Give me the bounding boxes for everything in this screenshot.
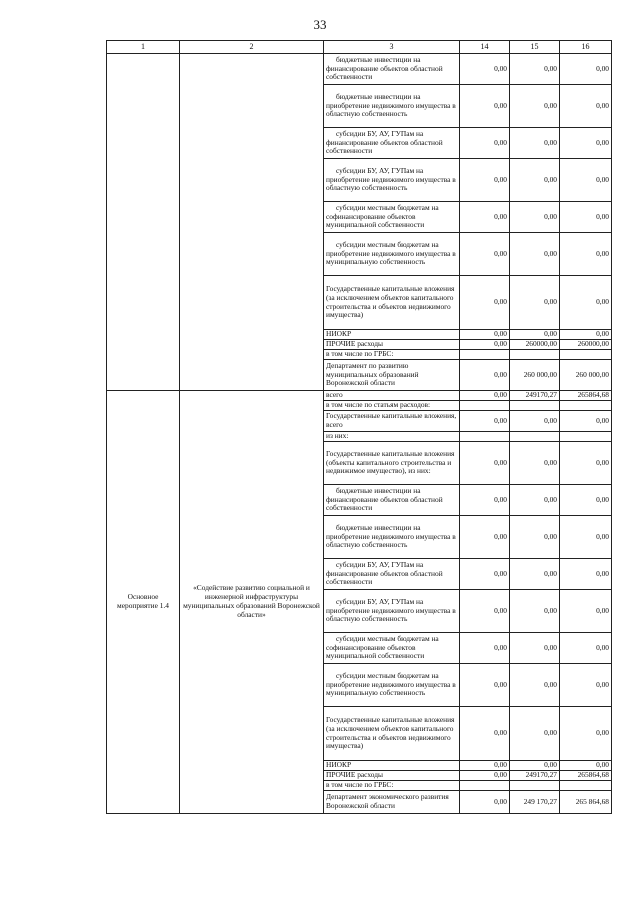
value-col-16: 0,00 [560, 516, 612, 559]
value-col-14: 0,00 [460, 761, 510, 771]
value-col-14 [460, 781, 510, 791]
value-col-14: 0,00 [460, 276, 510, 330]
value-col-15: 0,00 [510, 202, 560, 233]
value-col-15: 0,00 [510, 707, 560, 761]
expense-label: субсидии местным бюджетам на софинансирование объектов муниципальной собственности [324, 202, 460, 233]
value-col-15: 249 170,27 [510, 791, 560, 814]
value-col-16: 0,00 [560, 633, 612, 664]
value-col-15: 0,00 [510, 664, 560, 707]
value-col-16: 0,00 [560, 442, 612, 485]
value-col-15: 0,00 [510, 559, 560, 590]
value-col-16: 0,00 [560, 590, 612, 633]
value-col-14: 0,00 [460, 330, 510, 340]
value-col-16: 0,00 [560, 202, 612, 233]
value-col-15: 0,00 [510, 516, 560, 559]
value-col-16 [560, 781, 612, 791]
value-col-15: 0,00 [510, 330, 560, 340]
value-col-15: 0,00 [510, 485, 560, 516]
value-col-16: 260 000,00 [560, 360, 612, 391]
col-header-16: 16 [560, 41, 612, 54]
value-col-15: 0,00 [510, 276, 560, 330]
col-header-1: 1 [107, 41, 180, 54]
value-col-16: 265864,68 [560, 391, 612, 401]
value-col-14: 0,00 [460, 485, 510, 516]
value-col-14: 0,00 [460, 707, 510, 761]
value-col-15: 249170,27 [510, 391, 560, 401]
page-number: 33 [313, 17, 327, 32]
program-title-cell [180, 54, 324, 391]
col-header-2: 2 [180, 41, 324, 54]
expense-label: ПРОЧИЕ расходы [324, 340, 460, 350]
expense-label: бюджетные инвестиции на финансирование объектов областной собственности [324, 485, 460, 516]
value-col-14 [460, 432, 510, 442]
value-col-16 [560, 401, 612, 411]
value-col-14: 0,00 [460, 633, 510, 664]
expense-label: в том числе по ГРБС: [324, 781, 460, 791]
value-col-16: 0,00 [560, 128, 612, 159]
value-col-16: 0,00 [560, 761, 612, 771]
expense-label: бюджетные инвестиции на приобретение недвижимого имущества в областную собственность [324, 516, 460, 559]
value-col-16: 265 864,68 [560, 791, 612, 814]
expense-label: субсидии БУ, АУ, ГУПам на финансирование объектов областной собственности [324, 559, 460, 590]
value-col-15: 0,00 [510, 633, 560, 664]
value-col-14: 0,00 [460, 559, 510, 590]
value-col-14: 0,00 [460, 664, 510, 707]
expense-label: всего [324, 391, 460, 401]
budget-table [106, 40, 612, 814]
value-col-16: 0,00 [560, 85, 612, 128]
value-col-16: 0,00 [560, 559, 612, 590]
value-col-15: 0,00 [510, 590, 560, 633]
expense-label: бюджетные инвестиции на финансирование объектов областной собственности [324, 54, 460, 85]
expense-label: субсидии местным бюджетам на приобретение недвижимого имущества в муниципальную собственность [324, 664, 460, 707]
expense-label: из них: [324, 432, 460, 442]
expense-label: Государственные капитальные вложения (за исключением объектов капитального строительства и объектов недвижимого имущества) [324, 276, 460, 330]
program-code-cell: Основное мероприятие 1.4 [107, 391, 180, 814]
value-col-16 [560, 432, 612, 442]
value-col-14: 0,00 [460, 442, 510, 485]
value-col-14: 0,00 [460, 85, 510, 128]
expense-label: Департамент по развитию муниципальных образований Воронежской области [324, 360, 460, 391]
program-code-cell [107, 54, 180, 391]
value-col-16: 0,00 [560, 664, 612, 707]
table-row [107, 54, 612, 85]
value-col-15: 260 000,00 [510, 360, 560, 391]
value-col-16 [560, 350, 612, 360]
expense-label: Департамент экономического развития Воронежской области [324, 791, 460, 814]
expense-label: НИОКР [324, 330, 460, 340]
value-col-15: 0,00 [510, 159, 560, 202]
value-col-15 [510, 432, 560, 442]
value-col-15: 249170,27 [510, 771, 560, 781]
value-col-15: 0,00 [510, 54, 560, 85]
value-col-14: 0,00 [460, 128, 510, 159]
value-col-14: 0,00 [460, 54, 510, 85]
value-col-16: 0,00 [560, 485, 612, 516]
value-col-15: 0,00 [510, 761, 560, 771]
value-col-14: 0,00 [460, 202, 510, 233]
value-col-15: 260000,00 [510, 340, 560, 350]
table-body [107, 41, 612, 814]
value-col-14: 0,00 [460, 233, 510, 276]
value-col-15 [510, 781, 560, 791]
expense-label: бюджетные инвестиции на приобретение недвижимого имущества в областную собственность [324, 85, 460, 128]
expense-label: ПРОЧИЕ расходы [324, 771, 460, 781]
value-col-14: 0,00 [460, 791, 510, 814]
expense-label: в том числе по ГРБС: [324, 350, 460, 360]
value-col-15 [510, 350, 560, 360]
value-col-14: 0,00 [460, 771, 510, 781]
value-col-16: 265864,68 [560, 771, 612, 781]
expense-label: Государственные капитальные вложения (за исключением объектов капитального строительства и объектов недвижимого имущества) [324, 707, 460, 761]
expense-label: субсидии БУ, АУ, ГУПам на приобретение недвижимого имущества в областную собственность [324, 590, 460, 633]
expense-label: Государственные капитальные вложения, всего [324, 411, 460, 432]
value-col-16: 0,00 [560, 276, 612, 330]
value-col-15: 0,00 [510, 411, 560, 432]
column-header-row [107, 41, 612, 54]
value-col-16: 0,00 [560, 330, 612, 340]
table-row [107, 391, 612, 401]
expense-label: в том числе по статьям расходов: [324, 401, 460, 411]
value-col-16: 0,00 [560, 159, 612, 202]
value-col-14: 0,00 [460, 340, 510, 350]
expense-label: НИОКР [324, 761, 460, 771]
value-col-15: 0,00 [510, 85, 560, 128]
expense-label: субсидии БУ, АУ, ГУПам на приобретение недвижимого имущества в областную собственность [324, 159, 460, 202]
expense-label: субсидии местным бюджетам на софинансирование объектов муниципальной собственности [324, 633, 460, 664]
value-col-16: 0,00 [560, 707, 612, 761]
value-col-16: 260000,00 [560, 340, 612, 350]
expense-label: Государственные капитальные вложения (объекты капитального строительства и недвижимое имущество), из них: [324, 442, 460, 485]
value-col-14: 0,00 [460, 590, 510, 633]
value-col-14: 0,00 [460, 391, 510, 401]
col-header-14: 14 [460, 41, 510, 54]
value-col-16: 0,00 [560, 411, 612, 432]
value-col-15: 0,00 [510, 128, 560, 159]
value-col-14 [460, 350, 510, 360]
value-col-14: 0,00 [460, 360, 510, 391]
value-col-14: 0,00 [460, 159, 510, 202]
value-col-14: 0,00 [460, 411, 510, 432]
value-col-14: 0,00 [460, 516, 510, 559]
value-col-16: 0,00 [560, 233, 612, 276]
value-col-15 [510, 401, 560, 411]
value-col-14 [460, 401, 510, 411]
value-col-15: 0,00 [510, 233, 560, 276]
value-col-16: 0,00 [560, 54, 612, 85]
program-title-cell: «Содействие развитию социальной и инженерной инфраструктуры муниципальных образований Воронежской области» [180, 391, 324, 814]
col-header-3: 3 [324, 41, 460, 54]
value-col-15: 0,00 [510, 442, 560, 485]
expense-label: субсидии местным бюджетам на приобретение недвижимого имущества в муниципальную собственность [324, 233, 460, 276]
expense-label: субсидии БУ, АУ, ГУПам на финансирование объектов областной собственности [324, 128, 460, 159]
col-header-15: 15 [510, 41, 560, 54]
